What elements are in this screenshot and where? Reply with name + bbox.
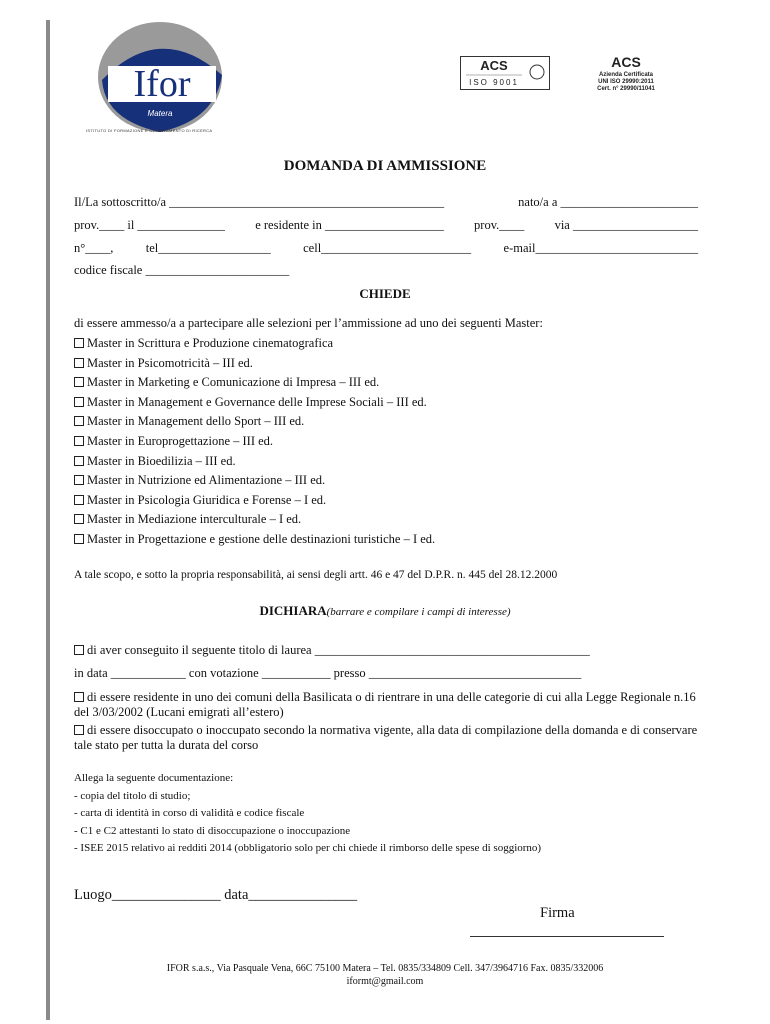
firma-label: Firma <box>540 905 575 921</box>
cert-right-logo-text: ACS <box>611 54 641 70</box>
responsabilita-text: A tale scopo, e sotto la propria responsabilità, ai sensi degli artt. 46 e 47 del D.P.R. n. 445 del 28.12.2000 <box>74 569 558 581</box>
signature-line[interactable] <box>470 936 664 937</box>
laurea-option[interactable] <box>74 643 590 658</box>
disoccupato-option[interactable] <box>74 723 700 753</box>
master-option[interactable]: Master in Psicologia Giuridica e Forense – I ed. <box>74 491 435 511</box>
allega-section <box>74 770 541 858</box>
checkbox-icon[interactable] <box>74 397 84 407</box>
checkbox-icon[interactable] <box>74 416 84 426</box>
checkbox-icon[interactable] <box>74 514 84 524</box>
acs-certificata-logo <box>578 54 674 93</box>
page-title: DOMANDA DI AMMISSIONE <box>283 158 487 174</box>
logo-subtext: Matera <box>147 109 173 118</box>
master-option[interactable]: Master in Bioedilizia – III ed. <box>74 452 435 472</box>
checkbox-icon[interactable] <box>74 436 84 446</box>
sottoscritto-field[interactable]: Il/La sottoscritto/a ____________________________________________ <box>74 195 445 209</box>
codice-fiscale-field[interactable]: codice fiscale _______________________ <box>74 263 290 277</box>
checkbox-icon[interactable] <box>74 645 84 655</box>
master-option[interactable]: Master in Mediazione interculturale – I ed. <box>74 510 435 530</box>
checkbox-icon[interactable] <box>74 377 84 387</box>
cert-right-line-1: Azienda Certificata <box>598 72 653 78</box>
checkbox-icon[interactable] <box>74 692 84 702</box>
form-line-contacts <box>74 241 698 256</box>
cert-left-iso-text: ISO 9001 <box>469 78 519 87</box>
logo-text: Ifor <box>133 63 191 105</box>
master-option[interactable]: Master in Nutrizione ed Alimentazione – III ed. <box>74 471 435 491</box>
ifor-logo <box>90 20 230 135</box>
dichiara-heading <box>0 603 770 619</box>
allega-item: - C1 e C2 attestanti lo stato di disoccupazione o inoccupazione <box>74 824 351 837</box>
checkbox-icon[interactable] <box>74 475 84 485</box>
checkbox-icon[interactable] <box>74 358 84 368</box>
cert-right-line-2: UNI ISO 29990:2011 <box>598 79 654 85</box>
data-votazione-field[interactable]: in data ____________ con votazione ___________ presso __________________________________ <box>74 666 582 680</box>
checkbox-icon[interactable] <box>74 338 84 348</box>
luogo-data-field[interactable]: Luogo_______________ data_______________ <box>74 887 358 903</box>
master-option[interactable]: Master in Marketing e Comunicazione di Impresa – III ed. <box>74 373 435 393</box>
checkbox-icon[interactable] <box>74 456 84 466</box>
email-field[interactable]: e-mail__________________________ <box>503 241 698 255</box>
form-line-name <box>74 195 698 210</box>
allega-item: - carta di identità in corso di validità e codice fiscale <box>74 807 305 819</box>
residente-text: di essere residente in uno dei comuni della Basilicata o di rientrare in una delle categorie di cui alla Legge Regionale n.16 del 3/03/2002 (Lucani emigrati all’estero) <box>74 690 696 719</box>
dichiara-label: DICHIARA <box>259 603 327 618</box>
master-list <box>74 334 435 550</box>
master-option[interactable]: Master in Management dello Sport – III ed. <box>74 412 435 432</box>
cert-left-logo-text: ACS <box>480 58 508 73</box>
residente-option[interactable] <box>74 690 700 720</box>
master-option[interactable]: Master in Progettazione e gestione delle destinazioni turistiche – I ed. <box>74 530 435 550</box>
residente-field[interactable]: e residente in ___________________ <box>255 218 444 232</box>
checkbox-icon[interactable] <box>74 495 84 505</box>
master-option[interactable]: Master in Scrittura e Produzione cinematografica <box>74 334 435 354</box>
master-option[interactable]: Master in Psicomotricità – III ed. <box>74 354 435 374</box>
master-option[interactable]: Master in Europrogettazione – III ed. <box>74 432 435 452</box>
allega-heading: Allega la seguente documentazione: <box>74 772 234 784</box>
chiede-intro: di essere ammesso/a a partecipare alle selezioni per l’ammissione ad uno dei seguenti Master: <box>74 316 543 330</box>
prov-il-field[interactable]: prov.____ il ______________ <box>74 218 225 232</box>
acs-iso9001-logo <box>460 56 550 90</box>
footer-email: iformt@gmail.com <box>346 976 424 987</box>
dichiara-note: (barrare e compilare i campi di interesse) <box>326 606 511 618</box>
nato-a-field[interactable]: nato/a a ______________________ <box>518 195 698 209</box>
tel-field[interactable]: tel__________________ <box>145 241 271 255</box>
numero-field[interactable]: n°____, <box>74 241 114 255</box>
disoccupato-text: di essere disoccupato o inoccupato secondo la normativa vigente, alla data di compilazione della domanda e di conservare tale stato per tutta la durata del corso <box>74 723 698 752</box>
prov-field[interactable]: prov.____ <box>474 218 525 232</box>
footer <box>0 962 770 988</box>
via-field[interactable]: via ____________________ <box>554 218 698 232</box>
allega-item: - ISEE 2015 relativo ai redditi 2014 (obbligatorio solo per chi chiede il rimborso delle spese di soggiorno) <box>74 842 542 854</box>
cell-field[interactable]: cell________________________ <box>303 241 472 255</box>
master-option[interactable]: Master in Management e Governance delle Imprese Sociali – III ed. <box>74 393 435 413</box>
laurea-text: di aver conseguito il seguente titolo di laurea ____________________________________________ <box>87 643 590 657</box>
checkbox-icon[interactable] <box>74 725 84 735</box>
logo-tagline: ISTITUTO DI FORMAZIONE E ORIENTAMENTO DI RICERCA <box>86 128 213 133</box>
chiede-heading: CHIEDE <box>359 286 411 301</box>
allega-item: - copia del titolo di studio; <box>74 789 191 802</box>
form-line-residence <box>74 218 698 233</box>
checkbox-icon[interactable] <box>74 534 84 544</box>
cert-right-line-3: Cert. n° 29990/11041 <box>597 86 655 92</box>
footer-address: IFOR s.a.s., Via Pasquale Vena, 66C 75100 Matera – Tel. 0835/334809 Cell. 347/3964716 Fax. 0835/332006 <box>166 963 604 974</box>
